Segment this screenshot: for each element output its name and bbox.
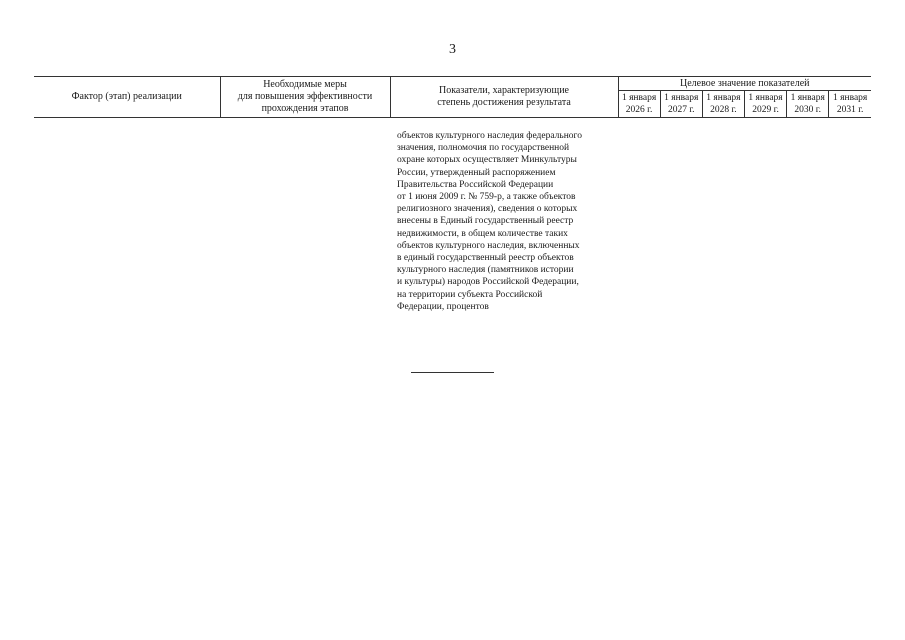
year-line1: 1 января [790, 93, 825, 103]
year-header-cell [744, 91, 786, 118]
header-measures-line: Необходимые меры [263, 79, 347, 90]
year-header-cell [787, 91, 829, 118]
header-factor: Фактор (этап) реализации [34, 77, 220, 118]
header-measures-line: прохождения этапов [261, 103, 349, 114]
text-line: значения, полномочия по государственной [397, 143, 570, 154]
text-line: Правительства Российской Федерации [397, 179, 554, 190]
year-line2: 2026 г. [625, 105, 653, 115]
text-line: объектов культурного наследия федерального [397, 131, 582, 141]
header-indicators [390, 77, 618, 118]
text-line: в единый государственный реестр объектов [397, 253, 574, 264]
year-header-cell [618, 91, 660, 118]
indicator-description [397, 130, 619, 313]
indicator-header-table [34, 76, 871, 118]
header-indicators-line: степень достижения результата [437, 97, 571, 108]
text-line: и культуры) народов Российской Федерации, [397, 277, 579, 288]
year-line2: 2029 г. [752, 105, 779, 115]
header-measures [220, 77, 390, 118]
header-measures-line: для повышения эффективности [237, 91, 373, 102]
year-line2: 2027 г. [667, 105, 695, 115]
text-line: культурного наследия (памятников истории [397, 265, 574, 276]
text-line: объектов культурного наследия, включенных [397, 240, 580, 251]
year-header-cell [660, 91, 702, 118]
header-indicators-line: Показатели, характеризующие [439, 85, 569, 96]
text-line: Федерации, процентов [397, 301, 489, 312]
text-line: внесены в Единый государственный реестр [397, 216, 574, 227]
text-line: от 1 июня 2009 г. № 759-р, а также объектов [397, 192, 576, 203]
text-line: охране которых осуществляет Минкультуры [397, 155, 577, 166]
page-number: 3 [449, 42, 456, 57]
year-line1: 1 января [833, 93, 868, 103]
text-line: религиозного значения), сведения о которых [397, 204, 578, 215]
year-line1: 1 января [664, 93, 699, 103]
year-line2: 2031 г. [836, 105, 864, 115]
end-separator-line [411, 372, 494, 373]
year-line2: 2028 г. [710, 105, 737, 115]
header-target-values: Целевое значение показателей [618, 77, 871, 91]
year-header-cell [829, 91, 871, 118]
year-header-cell [702, 91, 744, 118]
year-line1: 1 января [706, 93, 741, 103]
year-line1: 1 января [748, 93, 783, 103]
year-line2: 2030 г. [794, 105, 821, 115]
text-line: недвижимости, в общем количестве таких [397, 228, 568, 239]
text-line: на территории субъекта Российской [397, 289, 543, 300]
year-line1: 1 января [621, 93, 657, 103]
text-line: России, утвержденный распоряжением [397, 167, 556, 178]
